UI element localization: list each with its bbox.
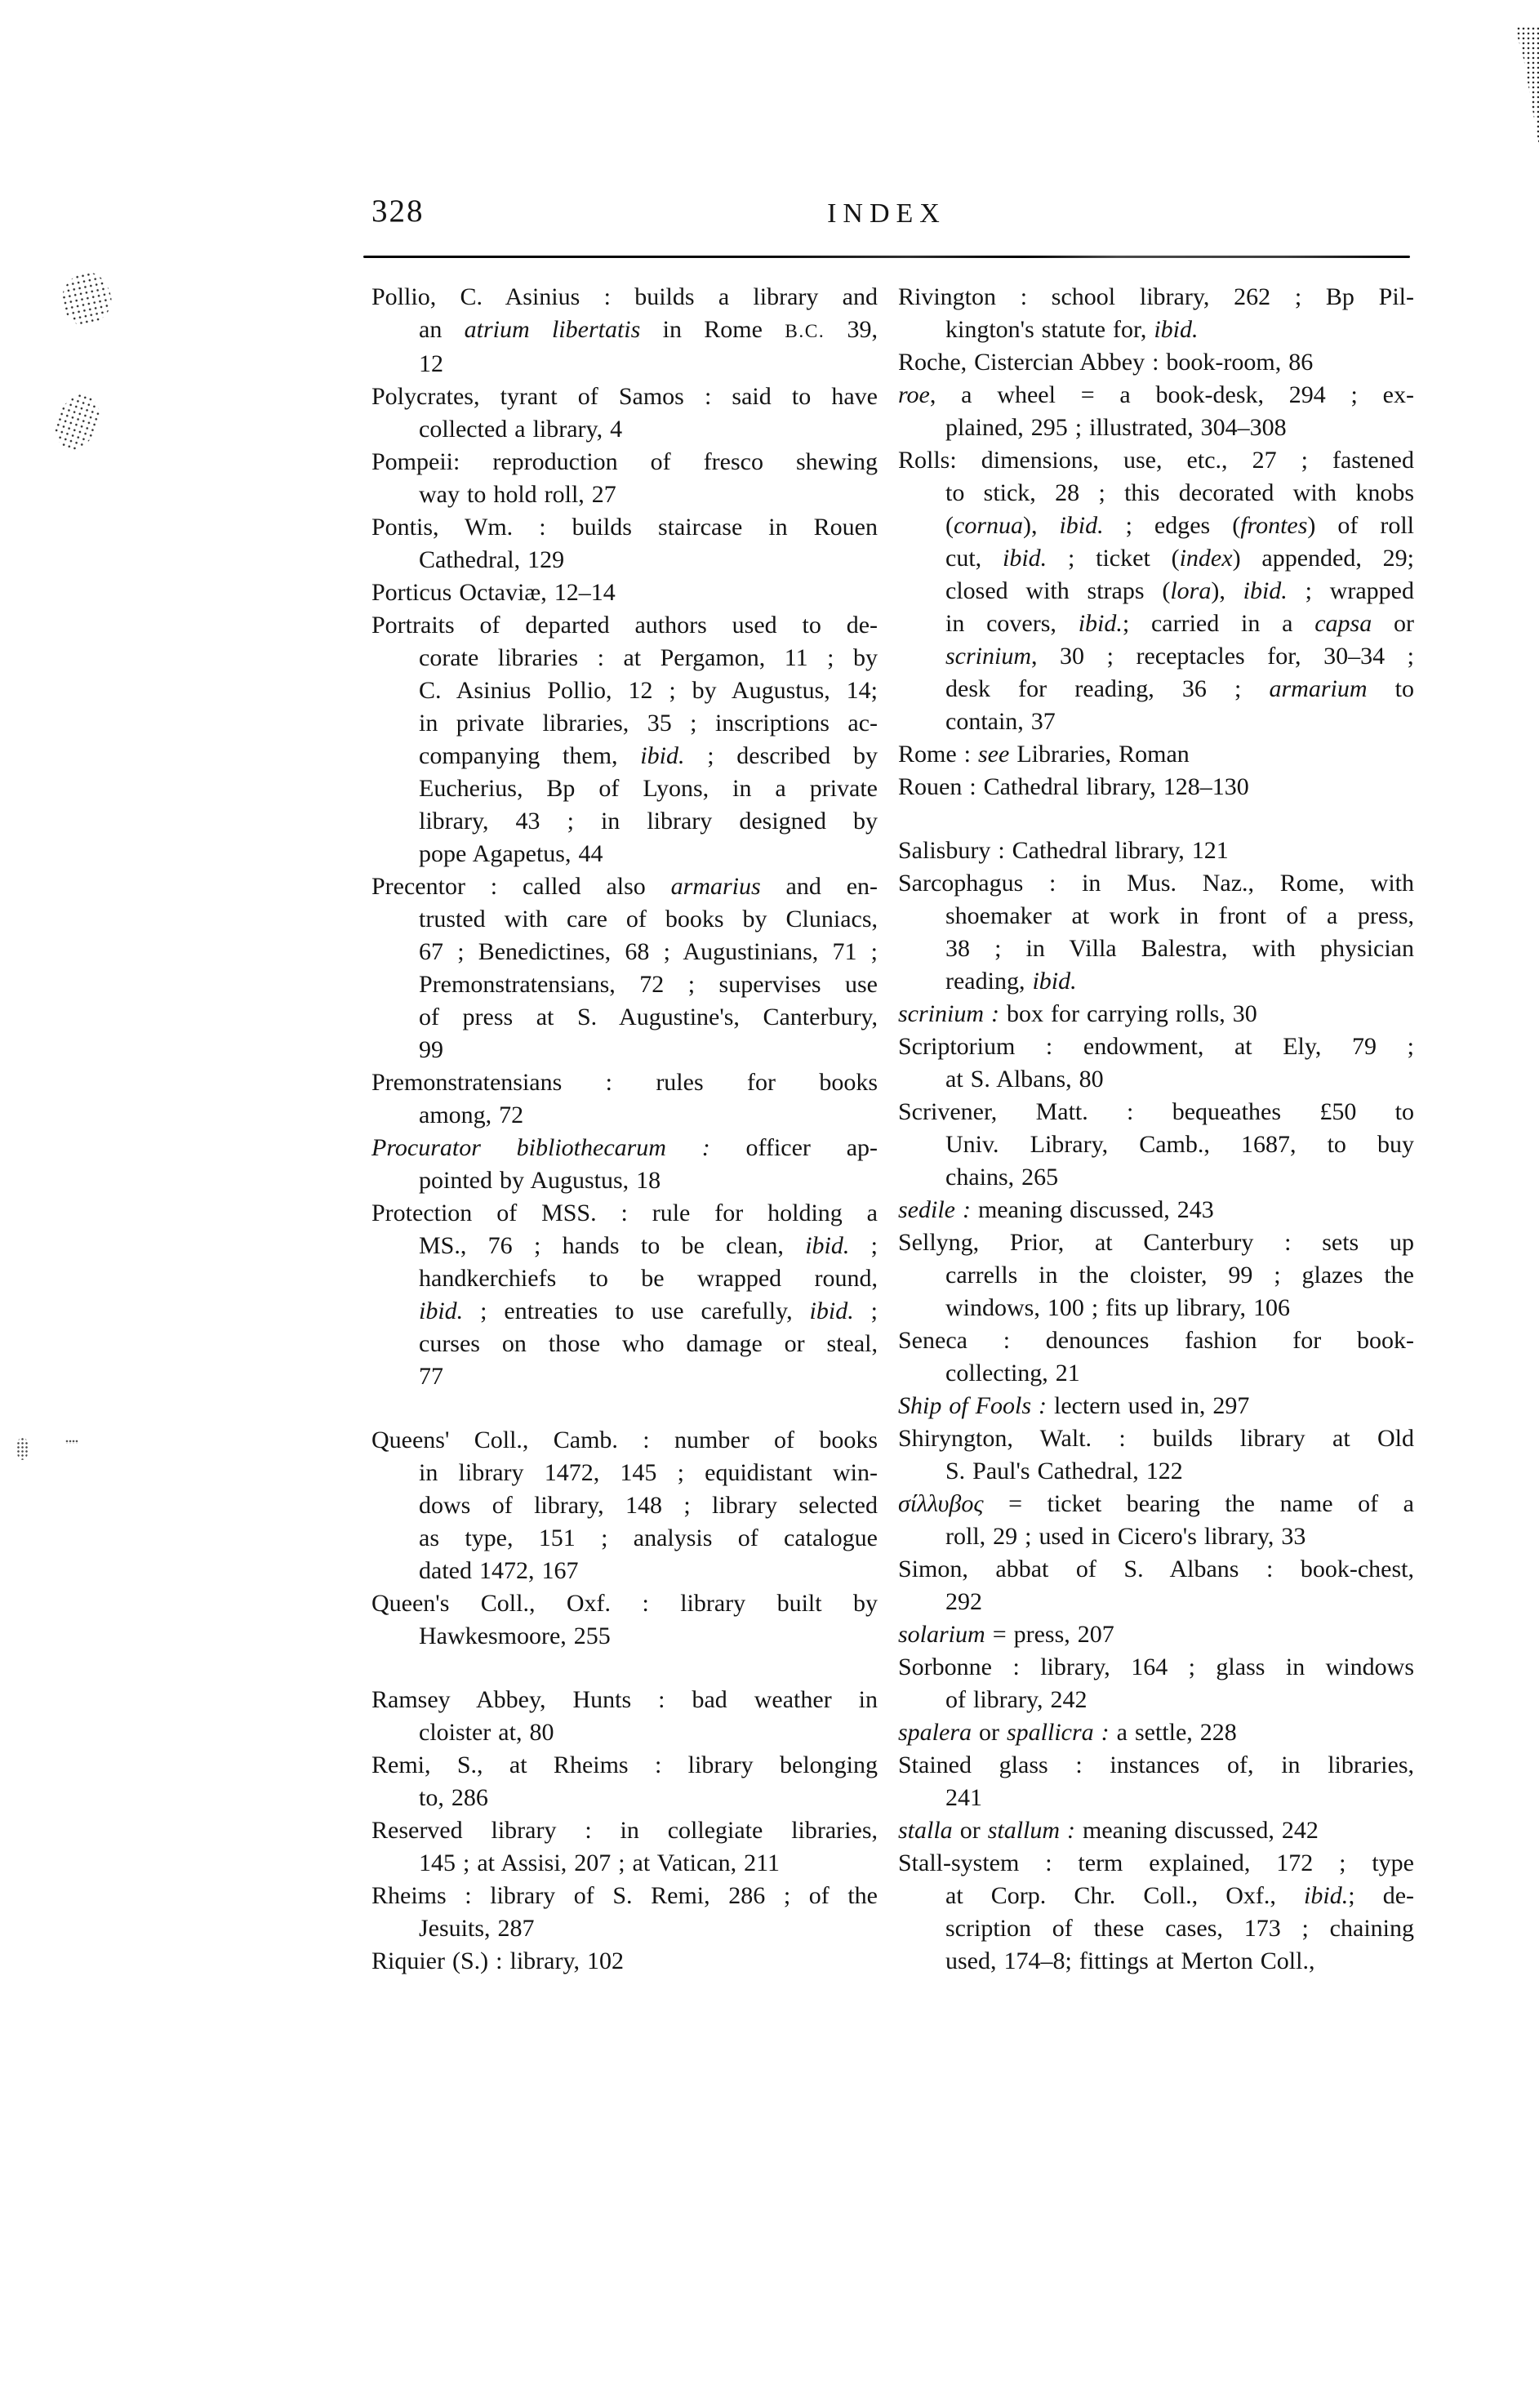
index-entry-line: Seneca : denounces fashion for book-	[898, 1327, 1414, 1354]
index-entry-line: Queen's Coll., Oxf. : library built by	[371, 1590, 878, 1617]
index-entry	[898, 1716, 1414, 1749]
index-entry-line: curses on those who damage or steal,	[419, 1330, 878, 1357]
index-entry-line: Precentor : called also armarius and en-	[371, 873, 878, 900]
index-entry	[898, 867, 1414, 998]
index-entry-line: Univ. Library, Camb., 1687, to buy	[945, 1131, 1414, 1158]
index-entry-line: trusted with care of books by Cluniacs,	[419, 906, 878, 932]
index-entry-line: Scriptorium : endowment, at Ely, 79 ;	[898, 1033, 1414, 1060]
index-entry	[898, 379, 1414, 444]
index-entry-line: Eucherius, Bp of Lyons, in a private	[419, 775, 878, 802]
index-entry-line: to stick, 28 ; this decorated with knobs	[945, 479, 1414, 506]
index-entry-line: Pontis, Wm. : builds staircase in Rouen	[371, 514, 878, 541]
index-entry	[898, 835, 1414, 867]
index-entry-line: carrells in the cloister, 99 ; glazes the	[945, 1262, 1414, 1289]
index-entry	[898, 1553, 1414, 1618]
index-entry	[371, 576, 878, 609]
index-entry-line: collected a library, 4	[419, 416, 623, 443]
index-entry-line: 145 ; at Assisi, 207 ; at Vatican, 211	[419, 1849, 780, 1876]
index-entry-line: Salisbury : Cathedral library, 121	[898, 837, 1229, 864]
index-entry-line: way to hold roll, 27	[419, 481, 616, 508]
header-rule	[363, 256, 1410, 258]
index-entry-line: scrinium, 30 ; receptacles for, 30–34 ;	[945, 643, 1414, 670]
ink-speck-artifact	[16, 1437, 29, 1460]
index-entry-line: among, 72	[419, 1102, 524, 1128]
index-entry	[898, 1194, 1414, 1226]
index-entry	[898, 1847, 1414, 1978]
index-entry-line: desk for reading, 36 ; armarium to	[945, 675, 1414, 702]
index-entry	[898, 771, 1414, 803]
index-entry-line: Queens' Coll., Camb. : number of books	[371, 1427, 878, 1453]
index-entry	[371, 1945, 878, 1978]
index-entry-line: sedile : meaning discussed, 243	[898, 1196, 1214, 1223]
index-entry-line: 38 ; in Villa Balestra, with physician	[945, 935, 1414, 962]
index-entry-line: Premonstratensians, 72 ; supervises use	[419, 971, 878, 998]
index-entry-line: of library, 242	[945, 1686, 1088, 1713]
index-entry-line: companying them, ibid. ; described by	[419, 742, 878, 769]
index-entry	[898, 1814, 1414, 1847]
index-entry-line: Sorbonne : library, 164 ; glass in windows	[898, 1654, 1414, 1680]
index-column-right	[898, 281, 1414, 1978]
index-entry-line: Scrivener, Matt. : bequeathes £50 to	[898, 1098, 1414, 1125]
index-entry-line: kington's statute for, ibid.	[945, 316, 1199, 343]
index-entry-line: handkerchiefs to be wrapped round,	[419, 1265, 878, 1292]
index-entry	[371, 1066, 878, 1132]
index-entry-line: Porticus Octaviæ, 12–14	[371, 579, 616, 606]
index-entry-line: scrinium : box for carrying rolls, 30	[898, 1000, 1257, 1027]
index-entry-line: cloister at, 80	[419, 1719, 554, 1746]
index-entry-line: contain, 37	[945, 708, 1056, 735]
index-entry-line: cut, ibid. ; ticket (index) appended, 29;	[945, 545, 1414, 572]
index-entry-line: Rheims : library of S. Remi, 286 ; of the	[371, 1882, 878, 1909]
index-entry-line: (cornua), ibid. ; edges (frontes) of roll	[945, 512, 1414, 539]
index-entry-line: roe, a wheel = a book-desk, 294 ; ex-	[898, 381, 1414, 408]
index-entry	[898, 1226, 1414, 1324]
index-entry-line: S. Paul's Cathedral, 122	[945, 1458, 1183, 1484]
index-entry-line: Ramsey Abbey, Hunts : bad weather in	[371, 1686, 878, 1713]
index-entry-line: roll, 29 ; used in Cicero's library, 33	[945, 1523, 1306, 1550]
index-entry-line: 99	[419, 1036, 443, 1063]
index-entry	[371, 446, 878, 511]
index-entry-line: Rolls: dimensions, use, etc., 27 ; fastened	[898, 447, 1414, 474]
index-entry-line: Sarcophagus : in Mus. Naz., Rome, with	[898, 870, 1414, 897]
index-entry-line: Premonstratensians : rules for books	[371, 1069, 878, 1096]
index-entry-line: reading, ibid.	[945, 968, 1077, 995]
index-entry	[898, 738, 1414, 771]
index-entry-line: Protection of MSS. : rule for holding a	[371, 1200, 878, 1226]
index-entry-line: scription of these cases, 173 ; chaining	[945, 1915, 1414, 1942]
index-entry	[371, 381, 878, 446]
index-entry-line: corate libraries : at Pergamon, 11 ; by	[419, 644, 878, 671]
index-entry-line: Sellyng, Prior, at Canterbury : sets up	[898, 1229, 1414, 1256]
index-entry	[371, 1197, 878, 1393]
index-entry-line: Pompeii: reproduction of fresco shewing	[371, 448, 878, 475]
index-entry-line: collecting, 21	[945, 1360, 1080, 1386]
index-entry-line: Polycrates, tyrant of Samos : said to have	[371, 383, 878, 410]
index-entry-line: dows of library, 148 ; library selected	[419, 1492, 878, 1519]
index-entry-line: Pollio, C. Asinius : builds a library and	[371, 283, 878, 310]
index-entry	[898, 1618, 1414, 1651]
index-entry-line: 77	[419, 1363, 443, 1390]
index-entry-line: MS., 76 ; hands to be clean, ibid. ;	[419, 1232, 878, 1259]
index-entry	[898, 1488, 1414, 1553]
index-entry-line: used, 174–8; fittings at Merton Coll.,	[945, 1947, 1315, 1974]
index-entry-line: ibid. ; entreaties to use carefully, ibid. ;	[419, 1297, 878, 1324]
index-entry-line: an atrium libertatis in Rome B.C. 39,	[419, 316, 878, 343]
index-entry-line: σίλλυβος = ticket bearing the name of a	[898, 1490, 1414, 1517]
index-entry	[898, 998, 1414, 1030]
index-entry-line: Stained glass : instances of, in libraries,	[898, 1751, 1414, 1778]
index-entry	[898, 1390, 1414, 1422]
index-entry	[898, 1651, 1414, 1716]
index-entry-line: Rouen : Cathedral library, 128–130	[898, 773, 1249, 800]
index-entry	[371, 1424, 878, 1587]
index-entry-line: Reserved library : in collegiate libraries,	[371, 1817, 878, 1844]
index-entry-line: Portraits of departed authors used to de-	[371, 612, 878, 639]
index-entry	[898, 444, 1414, 738]
index-entry-line: library, 43 ; in library designed by	[419, 808, 878, 835]
index-entry-line: closed with straps (lora), ibid. ; wrapped	[945, 577, 1414, 604]
index-entry-line: Jesuits, 287	[419, 1915, 535, 1942]
index-entry-line: stalla or stallum : meaning discussed, 242	[898, 1817, 1319, 1844]
index-entry-line: Cathedral, 129	[419, 546, 565, 573]
index-entry	[898, 1324, 1414, 1390]
index-entry-line: in library 1472, 145 ; equidistant win-	[419, 1459, 878, 1486]
index-entry-line: Stall-system : term explained, 172 ; type	[898, 1849, 1414, 1876]
index-entry-line: Riquier (S.) : library, 102	[371, 1947, 625, 1974]
index-entry	[371, 1587, 878, 1653]
index-entry-line: Roche, Cistercian Abbey : book-room, 86	[898, 349, 1314, 376]
index-entry-line: at Corp. Chr. Coll., Oxf., ibid.; de-	[945, 1882, 1414, 1909]
index-entry-line: 12	[419, 350, 443, 377]
index-entry-line: C. Asinius Pollio, 12 ; by Augustus, 14;	[419, 677, 878, 704]
index-entry-line: pointed by Augustus, 18	[419, 1167, 661, 1194]
index-entry-line: to, 286	[419, 1784, 488, 1811]
index-entry-line: Ship of Fools : lectern used in, 297	[898, 1392, 1250, 1419]
ink-speck-artifact	[65, 1440, 78, 1444]
index-entry-line: in private libraries, 35 ; inscriptions ac-	[419, 710, 878, 737]
index-entry	[898, 346, 1414, 379]
index-entry	[898, 1030, 1414, 1096]
index-column-left	[371, 281, 878, 1978]
index-entry-line: Shiryngton, Walt. : builds library at Old	[898, 1425, 1414, 1452]
index-entry-line: pope Agapetus, 44	[419, 840, 603, 867]
index-entry	[898, 1096, 1414, 1194]
index-entry-line: chains, 265	[945, 1164, 1059, 1191]
index-entry-line: in covers, ibid.; carried in a capsa or	[945, 610, 1414, 637]
index-entry-line: 67 ; Benedictines, 68 ; Augustinians, 71 ;	[419, 938, 878, 965]
index-entry-line: solarium = press, 207	[898, 1621, 1114, 1648]
index-entry	[371, 609, 878, 870]
page-corner-shadow-artifact	[1511, 26, 1539, 145]
index-entry-line: plained, 295 ; illustrated, 304–308	[945, 414, 1287, 441]
index-entry-line: dated 1472, 167	[419, 1557, 579, 1584]
index-entry	[898, 1749, 1414, 1814]
index-entry-line: at S. Albans, 80	[945, 1066, 1104, 1093]
index-entry-line: Simon, abbat of S. Albans : book-chest,	[898, 1556, 1414, 1582]
index-entry-line: 292	[945, 1588, 982, 1615]
index-entry	[371, 1684, 878, 1749]
ink-smudge-artifact	[49, 389, 105, 456]
index-entry-line: Rome : see Libraries, Roman	[898, 741, 1190, 768]
index-entry-line: of press at S. Augustine's, Canterbury,	[419, 1004, 878, 1030]
index-entry-line: Rivington : school library, 262 ; Bp Pil-	[898, 283, 1414, 310]
index-entry	[371, 1814, 878, 1880]
index-entry-line: spalera or spallicra : a settle, 228	[898, 1719, 1237, 1746]
index-entry	[371, 1749, 878, 1814]
index-entry-line: windows, 100 ; fits up library, 106	[945, 1294, 1291, 1321]
index-entry-line: Hawkesmoore, 255	[419, 1622, 611, 1649]
index-entry-line: Procurator bibliothecarum : officer ap-	[371, 1134, 878, 1161]
index-entry	[898, 281, 1414, 346]
index-entry-line: as type, 151 ; analysis of catalogue	[419, 1524, 878, 1551]
index-entry	[371, 281, 878, 381]
page-title: INDEX	[827, 198, 946, 229]
index-entry-line: shoemaker at work in front of a press,	[945, 902, 1414, 929]
index-entry	[371, 511, 878, 576]
index-entry	[371, 1880, 878, 1945]
index-entry	[898, 1422, 1414, 1488]
index-entry	[371, 870, 878, 1066]
page-number: 328	[371, 194, 425, 229]
index-entry-line: Remi, S., at Rheims : library belonging	[371, 1751, 878, 1778]
index-entry-line: 241	[945, 1784, 982, 1811]
ink-smudge-artifact	[57, 268, 116, 329]
index-entry	[371, 1132, 878, 1197]
